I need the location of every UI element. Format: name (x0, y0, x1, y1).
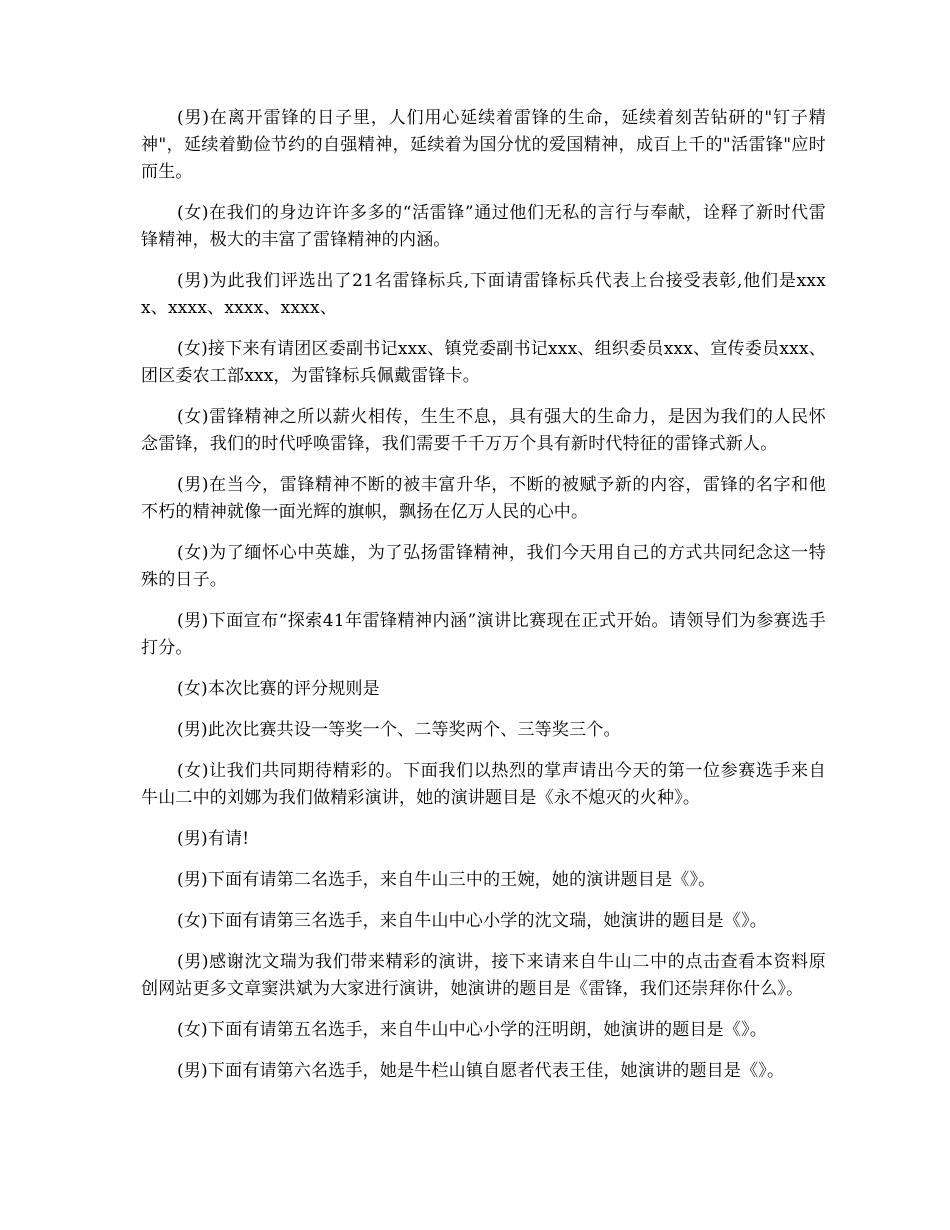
paragraph: (男)有请! (177, 829, 250, 849)
paragraph: (女)雷锋精神之所以薪火相传，生生不息，具有强大的生命力，是因为我们的人民怀念雷锋，我们的时代呼唤雷锋，我们需要千千万万个具有新时代特征的雷锋式新人。 (141, 407, 826, 454)
paragraph: (男)下面宣布“探索41年雷锋精神内涵”演讲比赛现在正式开始。请领导们为参赛选手打分。 (141, 611, 826, 658)
paragraph: (女)本次比赛的评分规则是 (177, 679, 380, 699)
paragraph: (女)在我们的身边许许多多的“活雷锋”通过他们无私的言行与奉献，诠释了新时代雷锋精神，极大的丰富了雷锋精神的内涵。 (141, 203, 826, 250)
paragraph: (女)下面有请第五名选手，来自牛山中心小学的汪明朗，她演讲的题目是《》。 (177, 1020, 767, 1040)
paragraph: (男)在离开雷锋的日子里，人们用心延续着雷锋的生命，延续着刻苦钻研的"钉子精神"，延续着勤俭节约的自强精神，延续着为国分忧的爱国精神，成百上千的"活雷锋"应时而生。 (141, 108, 826, 182)
document-body (141, 105, 826, 1099)
paragraph: (男)下面有请第二名选手，来自牛山三中的王婉，她的演讲题目是《》。 (177, 870, 716, 890)
paragraph: (男)下面有请第六名选手，她是牛栏山镇自愿者代表王佳，她演讲的题目是《》。 (177, 1061, 785, 1081)
paragraph: (女)让我们共同期待精彩的。下面我们以热烈的掌声请出今天的第一位参赛选手来自牛山二中的刘娜为我们做精彩演讲，她的演讲题目是《永不熄灭的火种》。 (141, 761, 826, 808)
paragraph: (女)下面有请第三名选手，来自牛山中心小学的沈文瑞，她演讲的题目是《》。 (177, 911, 767, 931)
paragraph: (女)接下来有请团区委副书记xxx、镇党委副书记xxx、组织委员xxx、宣传委员xxx、团区委农工部xxx，为雷锋标兵佩戴雷锋卡。 (141, 339, 826, 386)
paragraph: (男)为此我们评选出了21名雷锋标兵,下面请雷锋标兵代表上台接受表彰,他们是xxxx、xxxx、xxxx、xxxx、 (141, 271, 826, 318)
paragraph: (女)为了缅怀心中英雄，为了弘扬雷锋精神，我们今天用自己的方式共同纪念这一特殊的日子。 (141, 543, 826, 590)
paragraph: (男)感谢沈文瑞为我们带来精彩的演讲，接下来请来自牛山二中的点击查看本资料原创网站更多文章窦洪斌为大家进行演讲，她演讲的题目是《雷锋，我们还崇拜你什么》。 (141, 952, 826, 999)
paragraph: (男)此次比赛共设一等奖一个、二等奖两个、三等奖三个。 (177, 720, 621, 740)
paragraph: (男)在当今，雷锋精神不断的被丰富升华，不断的被赋予新的内容，雷锋的名字和他不朽的精神就像一面光辉的旗帜，飘扬在亿万人民的心中。 (141, 475, 826, 522)
